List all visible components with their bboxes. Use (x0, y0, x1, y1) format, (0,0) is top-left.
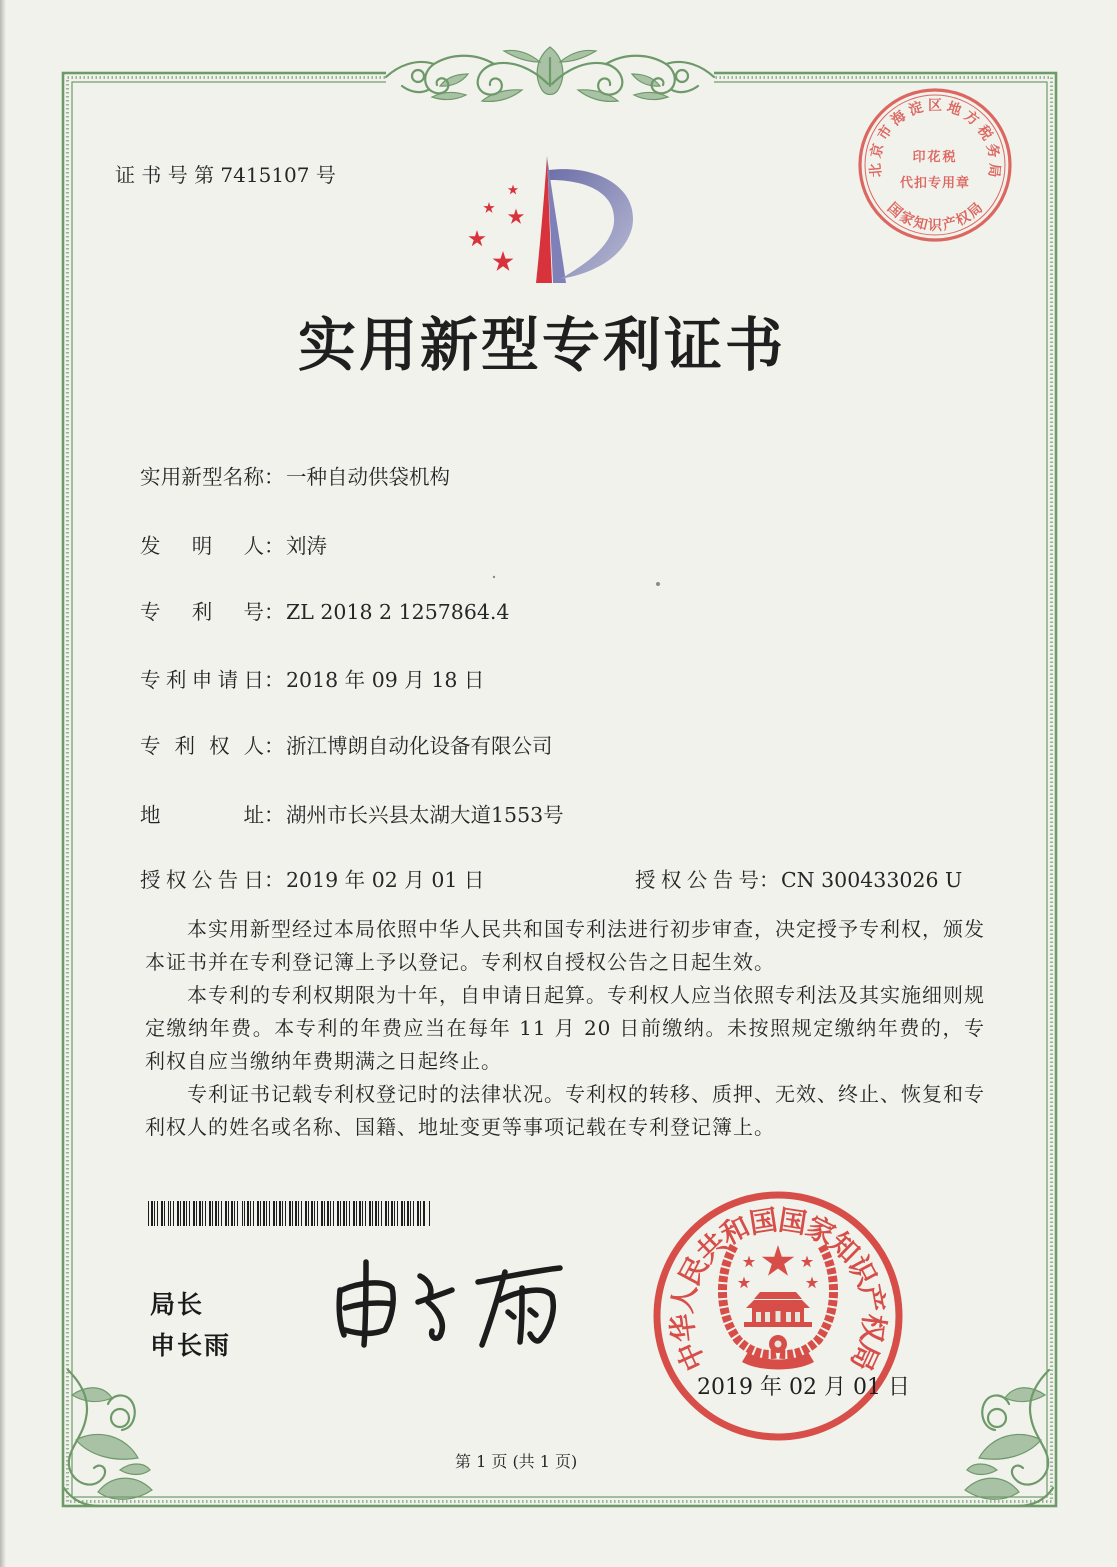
tax-stamp (860, 90, 1010, 240)
notice-paragraph: 专利证书记载专利权登记时的法律状况。专利权的转移、质押、无效、终止、恢复和专利权人的姓名或名称、国籍、地址变更等事项记载在专利登记簿上。 (145, 1082, 985, 1139)
signatory-name: 申长雨 (150, 1331, 232, 1360)
field-label: 授权公告号 (635, 868, 759, 892)
signatory-title: 局长 (150, 1290, 205, 1319)
field-separator: ： (264, 600, 285, 624)
field-grant-announcement-number (635, 866, 962, 894)
field-separator: ： (264, 803, 285, 827)
field-separator: ： (759, 868, 780, 892)
stamp-ring-text-top: 北京市海淀区地方税务局 (867, 98, 1003, 178)
logo-star-icon (468, 230, 485, 246)
stamp-ring-text-bottom: 国家知识产权局 (883, 199, 987, 234)
field-utility-model-name (140, 463, 450, 491)
field-value: ZL 2018 2 1257864.4 (286, 600, 510, 624)
decorative-border (63, 73, 1056, 1506)
field-value: 湖州市长兴县太湖大道1553号 (286, 803, 564, 827)
field-label: 专利申请日 (140, 668, 264, 692)
field-address (140, 801, 564, 829)
field-separator: ： (264, 465, 285, 489)
notice-text (145, 913, 985, 1144)
stamp-inner-line2: 代扣专用章 (899, 176, 971, 191)
national-emblem-icon (722, 1245, 833, 1370)
logo-star-icon (483, 202, 494, 213)
field-patent-number (140, 598, 509, 626)
field-application-date (140, 666, 484, 694)
page-title: 实用新型专利证书 (298, 311, 787, 379)
stamp-inner-line1: 印花税 (912, 150, 958, 165)
corner-ornament-bottom-left (64, 1370, 152, 1506)
page-number: 第 1 页 (共 1 页) (455, 1452, 578, 1471)
field-patentee (140, 732, 553, 760)
field-value: 一种自动供袋机构 (286, 465, 450, 489)
field-value: 浙江博朗自动化设备有限公司 (286, 734, 553, 758)
top-ornament (386, 47, 714, 101)
field-separator: ： (264, 868, 285, 892)
notice-paragraph: 本专利的专利权期限为十年，自申请日起算。专利权人应当依照专利法及其实施细则规定缴纳年费。本专利的年费应当在每年 11 月 20 日前缴纳。未按照规定缴纳年费的，专利权自应当缴纳年费期满之日起终止。 (145, 983, 985, 1073)
barcode (148, 1201, 430, 1226)
seal-ring-text: 中华人民共和国国家知识产权局 (665, 1203, 891, 1376)
certificate-number: 证 书 号 第 7415107 号 (115, 163, 336, 187)
field-value: 2018 年 09 月 18 日 (286, 668, 485, 692)
field-label: 专利号 (140, 600, 264, 624)
logo-star-icon (508, 185, 518, 195)
corner-ornament-bottom-right (965, 1370, 1053, 1506)
paper-specks (493, 576, 660, 586)
field-label: 实用新型名称 (140, 465, 264, 489)
field-inventor (140, 532, 327, 560)
seal-date: 2019 年 02 月 01 日 (697, 1375, 910, 1400)
logo-star-icon (508, 209, 524, 224)
field-label: 发明人 (140, 534, 264, 558)
field-grant-announcement-date (140, 866, 484, 894)
field-label: 授权公告日 (140, 868, 264, 892)
field-value: CN 300433026 U (781, 868, 963, 892)
field-separator: ： (264, 734, 285, 758)
logo-star-icon (493, 251, 514, 271)
field-label: 地址 (140, 803, 264, 827)
field-value: 刘涛 (286, 534, 327, 558)
field-separator: ： (264, 534, 285, 558)
field-label: 专利权人 (140, 734, 264, 758)
director-signature (339, 1262, 560, 1345)
field-value: 2019 年 02 月 01 日 (286, 868, 485, 892)
cnipa-logo (468, 156, 633, 283)
field-separator: ： (264, 668, 285, 692)
notice-paragraph: 本实用新型经过本局依照中华人民共和国专利法进行初步审查，决定授予专利权，颁发本证书并在专利登记簿上予以登记。专利权自授权公告之日起生效。 (145, 917, 985, 974)
